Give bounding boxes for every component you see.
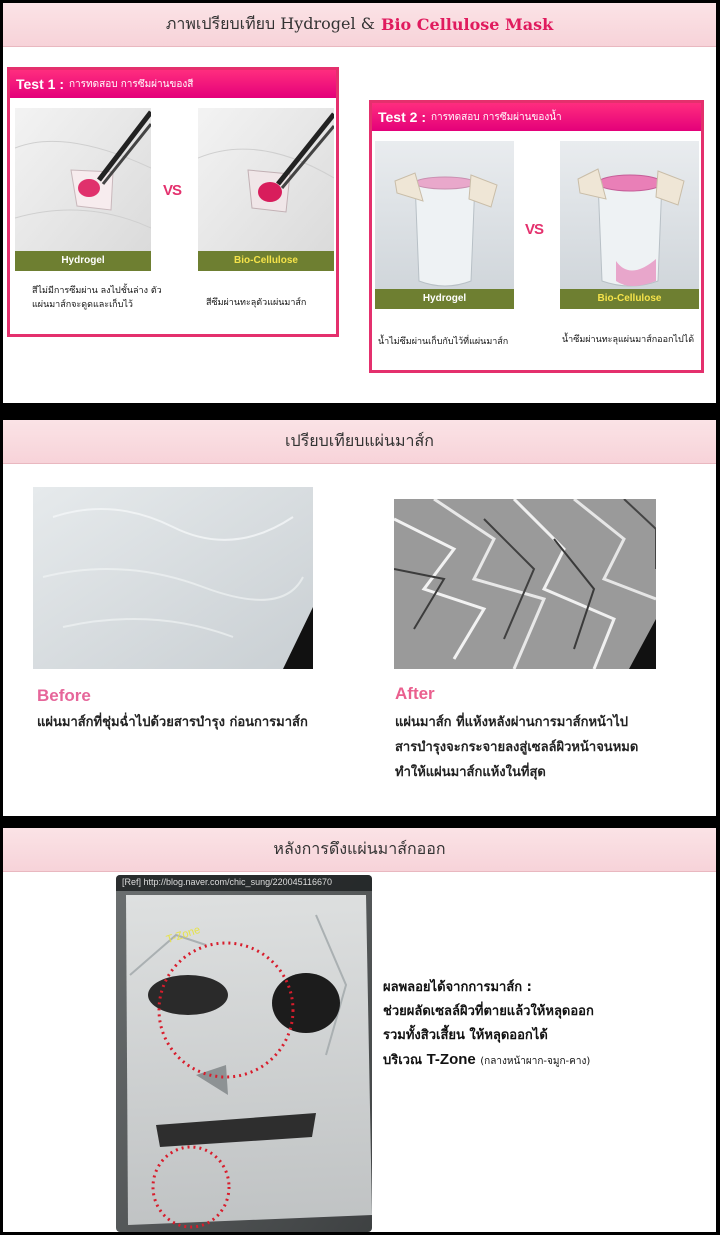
- after-removal-panel: [3, 828, 716, 1232]
- after-text-line: สารบำรุงจะกระจายลงสู่เซลล์ผิวหน้าจนหมด: [395, 740, 639, 755]
- test2-label: Test 2 :: [378, 109, 426, 125]
- banner-title: เปรียบเทียบแผ่นมาส์ก: [285, 431, 434, 450]
- mask-sheet-panel: [3, 420, 716, 816]
- note-tzone-detail: (กลางหน้าผาก-จมูก-คาง): [480, 1056, 591, 1067]
- hydrogel-tag: Hydrogel: [375, 289, 514, 309]
- note-tzone-line: [383, 1048, 594, 1074]
- t-zone-tag: T-Zone: [164, 923, 202, 947]
- peeled-mask-photo: [116, 875, 372, 1232]
- note-line: รวมทั้งสิวเสี้ยน ให้หลุดออกได้: [383, 1028, 548, 1043]
- test1-box: [7, 67, 339, 337]
- banner-title: ภาพเปรียบเทียบ Hydrogel &: [165, 14, 375, 33]
- banner-title: หลังการดึงแผ่นมาส์กออก: [273, 839, 446, 858]
- banner-title-accent: Bio Cellulose Mask: [380, 15, 554, 34]
- hydrogel-water-caption: น้ำไม่ซึมผ่านเก็บกับไว้ที่แผ่นมาส์ก: [378, 337, 509, 347]
- note-line: ช่วยผลัดเซลล์ผิวที่ตายแล้วให้หลุดออก: [383, 1004, 594, 1019]
- bio-cellulose-water-photo: [560, 141, 699, 309]
- test2-subtitle: การทดสอบ การซึมผ่านของน้ำ: [430, 111, 562, 123]
- note-tzone: T-Zone: [426, 1051, 476, 1068]
- vs-label: VS: [525, 221, 544, 238]
- hydrogel-dye-photo: [15, 108, 151, 271]
- before-title: Before: [37, 686, 91, 705]
- bio-cellulose-dye-photo: [198, 108, 334, 271]
- ref-url: [Ref] http://blog.naver.com/chic_sung/220045116670: [122, 877, 332, 887]
- vs-label: VS: [163, 182, 182, 199]
- note-line: ผลพลอยได้จากการมาส์ก :: [383, 980, 532, 995]
- hydrogel-caption: สีไม่มีการซึมผ่าน ลงไปชั้นล่าง ตัวแผ่นมาส์กจะดูดและเก็บไว้: [32, 286, 162, 310]
- note-prefix: บริเวณ: [383, 1053, 423, 1068]
- hydrogel-tag: Hydrogel: [15, 251, 151, 271]
- test2-box: [369, 100, 704, 373]
- bio-cellulose-water-caption: น้ำซึมผ่านทะลุแผ่นมาส์กออกไปได้: [562, 335, 695, 345]
- section-banner: [3, 3, 716, 47]
- section-banner: [3, 420, 716, 464]
- test2-header: [372, 103, 701, 131]
- before-mask-photo: [33, 487, 313, 669]
- test1-subtitle: การทดสอบ การซึมผ่านของสี: [68, 78, 194, 90]
- bio-cellulose-tag: Bio-Cellulose: [560, 289, 699, 309]
- bio-cellulose-caption: สีซึมผ่านทะลุตัวแผ่นมาส์ก: [206, 298, 307, 308]
- hydrogel-water-photo: [375, 141, 514, 309]
- after-text-line: แผ่นมาส์ก ที่แห้งหลังผ่านการมาส์กหน้าไป: [395, 715, 629, 730]
- before-text: แผ่นมาส์กที่ชุ่มฉ่ำไปด้วยสารบำรุง ก่อนการมาส์ก: [37, 715, 308, 730]
- test1-header: [10, 70, 336, 98]
- after-text-line: ทำให้แผ่นมาส์กแห้งในที่สุด: [395, 765, 546, 780]
- section-banner: [3, 828, 716, 872]
- after-title: After: [395, 684, 435, 703]
- test1-label: Test 1 :: [16, 76, 64, 92]
- bio-cellulose-tag: Bio-Cellulose: [198, 251, 334, 271]
- comparison-panel: [3, 3, 716, 403]
- benefit-note: [383, 976, 594, 1074]
- after-mask-photo: [394, 499, 656, 669]
